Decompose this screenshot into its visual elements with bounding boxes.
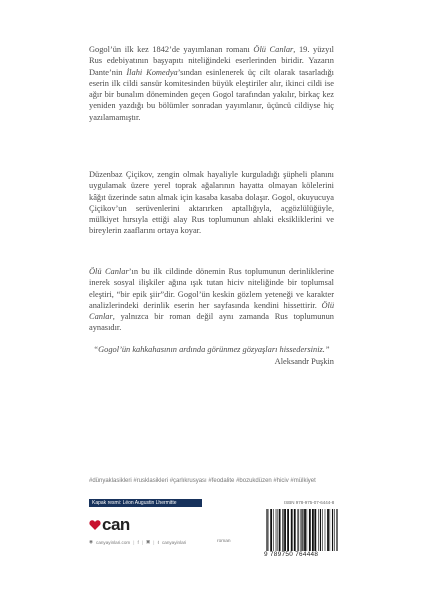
- publisher-footer: [89, 539, 234, 545]
- text-run: Gogol’ün ilk kez 1842’de yayımlanan romanı: [89, 45, 254, 54]
- barcode-bar: [337, 509, 338, 551]
- barcode-bar: [277, 509, 278, 551]
- book-title-italic: Ölü Canlar: [253, 45, 294, 54]
- barcode-bar: [309, 509, 311, 551]
- pushkin-quote: “Gogol’ün kahkahasının ardında görünmez gözyaşları hissedersiniz.”: [93, 345, 330, 354]
- barcode-bar: [330, 509, 331, 551]
- text-run: ’ın bu ilk cildinde dönemin Rus toplumunun derinliklerine inerek sosyal ilişkiler ağına ışık tutan hiciv niteliğinde bir toplumsal eleştiri, “bir epik şiir”dir. Gogol’ün keskin gözlem yeteneği ve karakter analizlerindeki derinlik eserin her sayfasında kendini hissettirir.: [89, 267, 334, 310]
- book-title-italic: Ölü Canlar: [89, 300, 334, 321]
- barcode-bar: [297, 509, 298, 551]
- text-run: , 19. yüzyıl Rus edebiyatının başyapıtı niteliğindeki eserlerinden biridir. Yazarın Dante’nin: [89, 45, 334, 77]
- barcode-bar: [294, 509, 296, 551]
- barcode-bar: [322, 509, 323, 551]
- publisher-logo-text: can: [102, 515, 130, 534]
- text-run: , yalnızca bir roman değil aynı zamanda Rus toplumunun aynasıdır.: [89, 312, 334, 333]
- barcode-bar: [266, 509, 267, 551]
- barcode-bar: [327, 509, 329, 551]
- globe-icon: ◉: [89, 539, 94, 544]
- barcode-bar: [284, 509, 286, 551]
- heart-icon: [89, 519, 101, 531]
- text-run: ’sından esinlenerek üç cilt olarak tasarladığı eserin ilk cildi sansür komitesinden büyük eleştiriler alır, ikinci cildi ise ağır bir bunalım döneminden geçen Gogol tarafından yakılır, birkaç kez yeniden yazdığı bu bölümler sonradan yayımlanır, üçüncü cildiyse hiç yazılamamıştır.: [89, 67, 334, 122]
- publisher-logo: [89, 516, 130, 534]
- publisher-social-handle[interactable]: canyayinlari: [161, 539, 187, 545]
- barcode-bar: [334, 509, 335, 551]
- barcode-bar: [291, 509, 293, 551]
- barcode-bar: [314, 509, 316, 551]
- description-paragraph-2: Düzenbaz Çiçikov, zengin olmak hayaliyle kurguladığı şüpheli planını uygulamak üzere yerel toprak ağalarının hayatta olmayan kölelerini kâğıt üzerinde satın almak için kasaba kasaba dolaşır. Gogol, okuyucuya Çiçikov’un serüvenlerini aktarırken aptallığıyla, açgözlülüğüyle, mülkiyet hırsıyla ettiği alay Rus toplumunun ahlaki eksikliklerini ve bireylerin zaaflarını ortaya koyar.: [89, 170, 334, 236]
- facebook-icon[interactable]: f: [137, 539, 139, 545]
- isbn-barcode: [264, 509, 340, 551]
- book-title-italic: Ölü Canlar: [89, 267, 129, 276]
- description-paragraph-3: [89, 266, 334, 334]
- barcode-bar: [312, 509, 314, 551]
- barcode-bar: [270, 509, 272, 551]
- work-title-italic: İlahi Komedya: [126, 67, 178, 77]
- barcode-bar: [320, 509, 321, 551]
- divider: |: [133, 539, 135, 545]
- barcode-bar: [332, 509, 333, 551]
- barcode-bar: [336, 509, 337, 551]
- barcode-bar: [325, 509, 326, 551]
- barcode-bar: [273, 509, 274, 551]
- divider: |: [141, 539, 143, 545]
- barcode-bar: [287, 509, 289, 551]
- divider: |: [153, 539, 155, 545]
- barcode-bar: [318, 509, 319, 551]
- barcode-digits: 9 789750 764448: [264, 551, 319, 558]
- publisher-website[interactable]: canyayinlari.com: [96, 539, 131, 545]
- cover-credit-text: Kapak resmi: Léon Augustin Lhermitte: [92, 500, 177, 506]
- barcode-bar: [302, 509, 303, 551]
- barcode-bar: [267, 509, 268, 551]
- barcode-bar: [282, 509, 283, 551]
- barcode-bar: [307, 509, 308, 551]
- instagram-icon[interactable]: ▣: [145, 539, 151, 544]
- barcode-bar: [301, 509, 302, 551]
- barcode-bar: [300, 509, 301, 551]
- description-paragraph-1: [89, 44, 334, 123]
- barcode-bar: [276, 509, 277, 551]
- barcode-bar: [304, 509, 306, 551]
- barcode-bar: [279, 509, 281, 551]
- cover-credit-bar: [89, 499, 202, 507]
- hashtag-list: #dünyaklasikleri #rusklasikleri #çarlıkrusyası #feodalite #bozukdüzen #hiciv #mülkiyet: [89, 478, 316, 484]
- quote-author: Aleksandr Puşkin: [274, 357, 334, 366]
- category-label: roman: [217, 539, 231, 544]
- barcode-bar: [268, 509, 269, 551]
- twitter-icon[interactable]: ℓ: [157, 539, 159, 545]
- isbn-text: ISBN 978-975-07-6444-8: [284, 500, 335, 505]
